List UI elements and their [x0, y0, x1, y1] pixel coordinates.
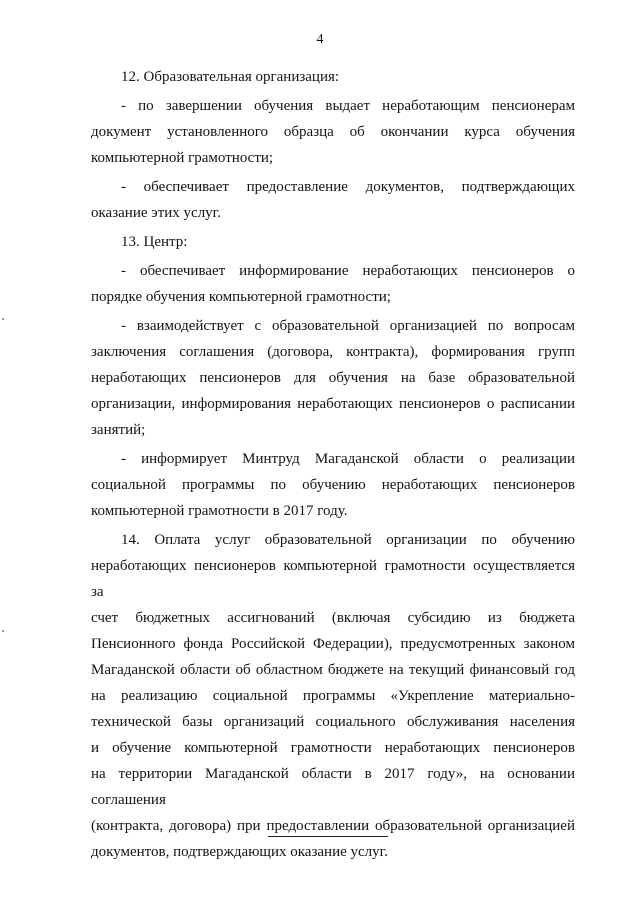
- list-item-line: компьютерной грамотности;: [91, 150, 274, 166]
- paragraph-14-line: неработающих пенсионеров компьютерной грамотности осуществляется за: [91, 558, 575, 600]
- list-item-line: заключения соглашения (договора, контракта), формирования групп: [91, 344, 575, 360]
- list-item-line: - по завершении обучения выдает неработающим пенсионерам: [121, 98, 575, 114]
- list-item-line: порядке обучения компьютерной грамотности;: [91, 289, 391, 305]
- list-item-line: социальной программы по обучению неработающих пенсионеров: [91, 477, 575, 493]
- list-item-line: документ установленного образца об окончании курса обучения: [91, 124, 575, 140]
- paragraph-14-line: счет бюджетных ассигнований (включая субсидию из бюджета: [91, 610, 575, 626]
- paragraph-14-line: 14. Оплата услуг образовательной организации по обучению: [121, 532, 575, 548]
- paragraph-14-line: на реализацию социальной программы «Укрепление материально-: [91, 688, 575, 704]
- scan-artifact: [2, 318, 4, 320]
- list-item-line: организации, информирования неработающих пенсионеров о расписании: [91, 396, 575, 412]
- page-number: 4: [316, 32, 324, 47]
- section-12-heading: 12. Образовательная организация:: [121, 69, 340, 85]
- list-item-line: - обеспечивает предоставление документов, подтверждающих: [121, 179, 575, 195]
- paragraph-14-line: Магаданской области об областном бюджете на текущий финансовый год: [91, 662, 575, 678]
- list-item-line: - информирует Минтруд Магаданской области о реализации: [121, 451, 575, 467]
- paragraph-14-line: (контракта, договора) при предоставлении образовательной организацией: [91, 818, 575, 834]
- list-item-line: оказание этих услуг.: [91, 205, 221, 221]
- document-body: [91, 64, 575, 865]
- list-item-line: компьютерной грамотности в 2017 году.: [91, 503, 348, 519]
- paragraph-14-line: документов, подтверждающих оказание услуг.: [91, 844, 388, 860]
- paragraph-14-line: на территории Магаданской области в 2017 году», на основании соглашения: [91, 766, 575, 808]
- section-13-heading: 13. Центр:: [121, 234, 188, 250]
- end-of-document-rule: [268, 836, 388, 837]
- list-item-line: - взаимодействует с образовательной организацией по вопросам: [121, 318, 575, 334]
- paragraph-14-line: и обучение компьютерной грамотности неработающих пенсионеров: [91, 740, 575, 756]
- list-item-line: занятий;: [91, 422, 146, 438]
- list-item-line: неработающих пенсионеров для обучения на базе образовательной: [91, 370, 575, 386]
- paragraph-14-line: Пенсионного фонда Российской Федерации), предусмотренных законом: [91, 636, 575, 652]
- list-item-line: - обеспечивает информирование неработающих пенсионеров о: [121, 263, 575, 279]
- paragraph-14-line: технической базы организаций социального обслуживания населения: [91, 714, 575, 730]
- scan-artifact: [2, 630, 4, 632]
